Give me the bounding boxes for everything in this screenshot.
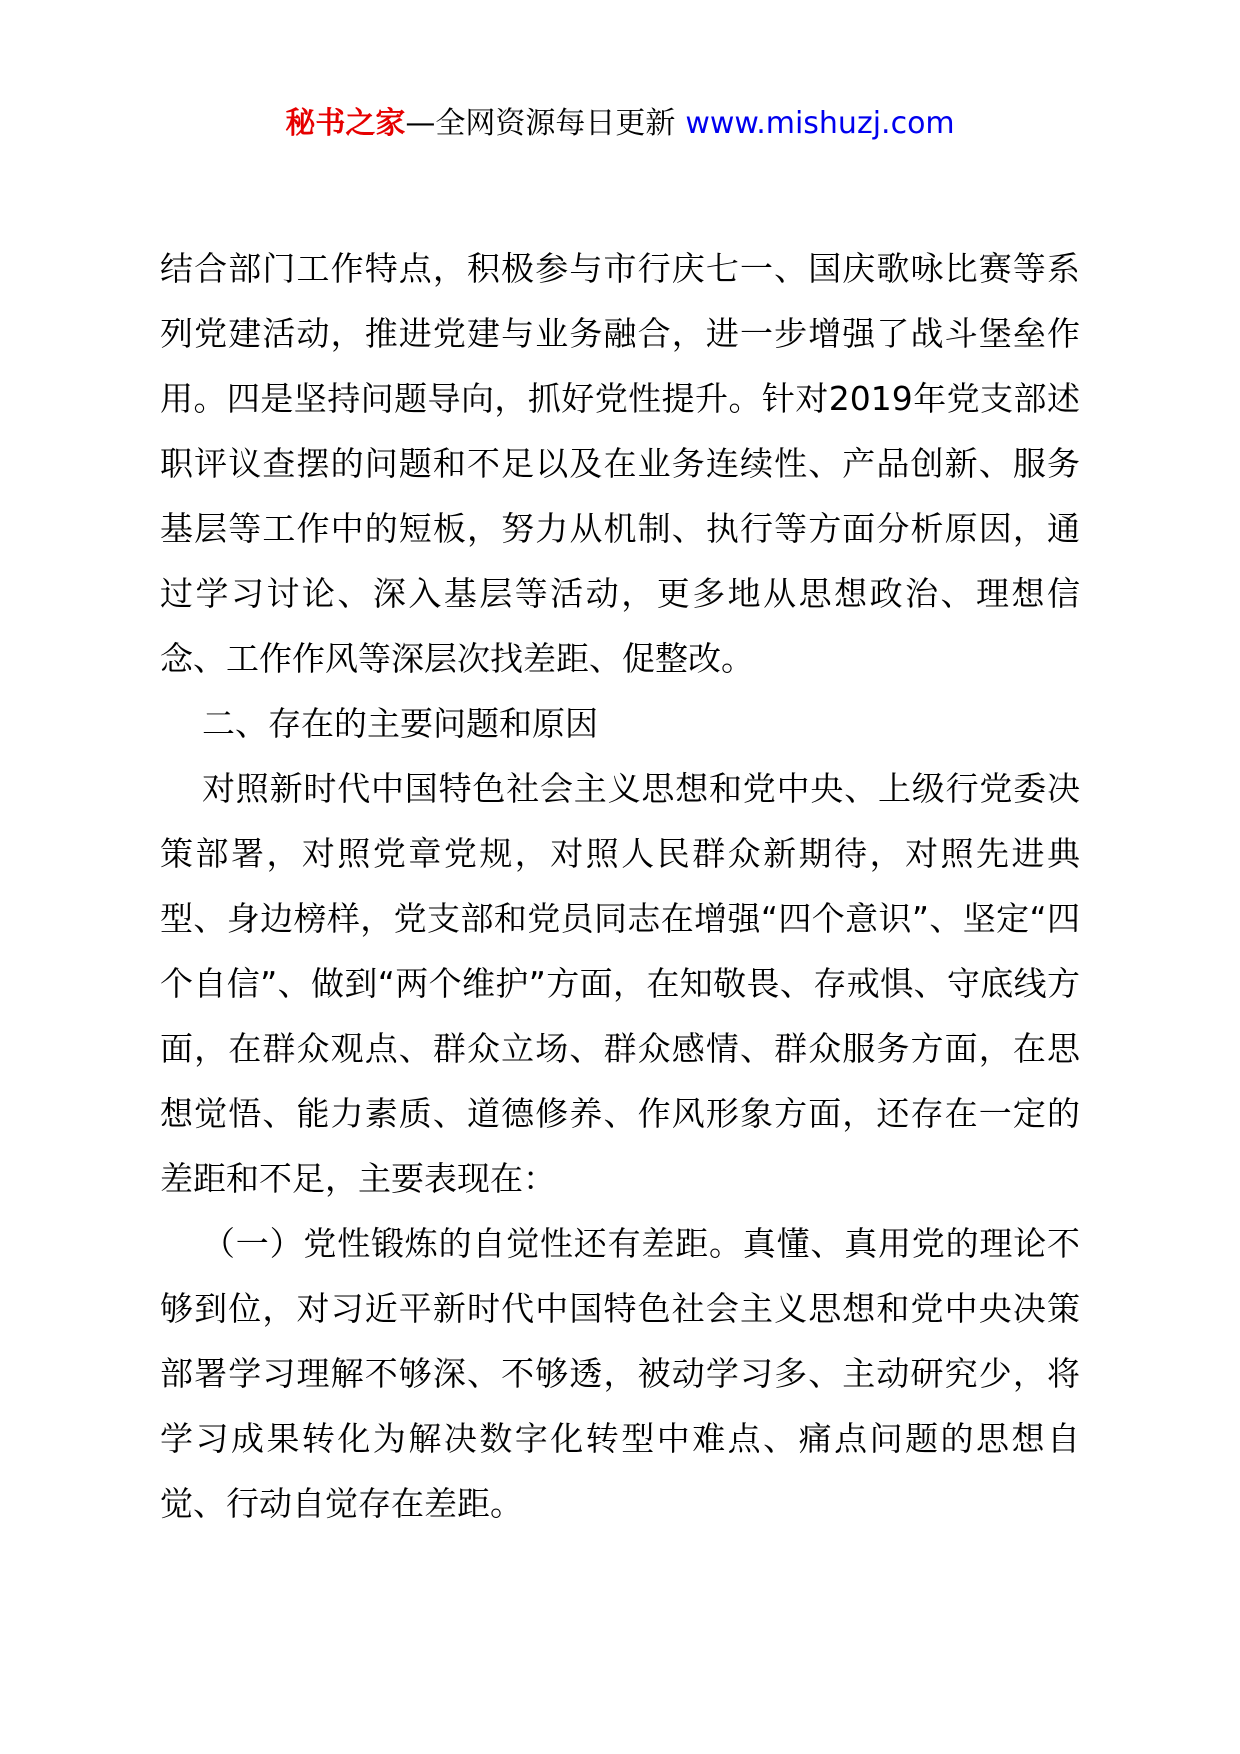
document-body xyxy=(160,236,1080,1536)
header-tagline: —全网资源每日更新 xyxy=(405,106,676,141)
brand-name: 秘书之家 xyxy=(285,106,406,141)
paragraph: （一）党性锻炼的自觉性还有差距。真懂、真用党的理论不够到位，对习近平新时代中国特色社会主义思想和党中央决策部署学习理解不够深、不够透，被动学习多、主动研究少，将学习成果转化为解决数字化转型中难点、痛点问题的思想自觉、行动自觉存在差距。 xyxy=(160,1224,1080,1523)
paragraph: 对照新时代中国特色社会主义思想和党中央、上级行党委决策部署，对照党章党规，对照人民群众新期待，对照先进典型、身边榜样，党支部和党员同志在增强“四个意识”、坚定“四个自信”、做到“两个维护”方面，在知敬畏、存戒惧、守底线方面，在群众观点、群众立场、群众感情、群众服务方面，在思想觉悟、能力素质、道德修养、作风形象方面，还存在一定的差距和不足，主要表现在： xyxy=(160,769,1080,1198)
section-heading: 二、存在的主要问题和原因 xyxy=(202,704,598,743)
page-header xyxy=(0,104,1240,144)
paragraph-continuation: 结合部门工作特点，积极参与市行庆七一、国庆歌咏比赛等系列党建活动，推进党建与业务融合，进一步增强了战斗堡垒作用。四是坚持问题导向，抓好党性提升。针对2019年党支部述职评议查摆的问题和不足以及在业务连续性、产品创新、服务基层等工作中的短板，努力从机制、执行等方面分析原因，通过学习讨论、深入基层等活动，更多地从思想政治、理想信念、工作作风等深层次找差距、促整改。 xyxy=(160,249,1080,678)
website-link[interactable]: www.mishuzj.com xyxy=(685,106,955,141)
